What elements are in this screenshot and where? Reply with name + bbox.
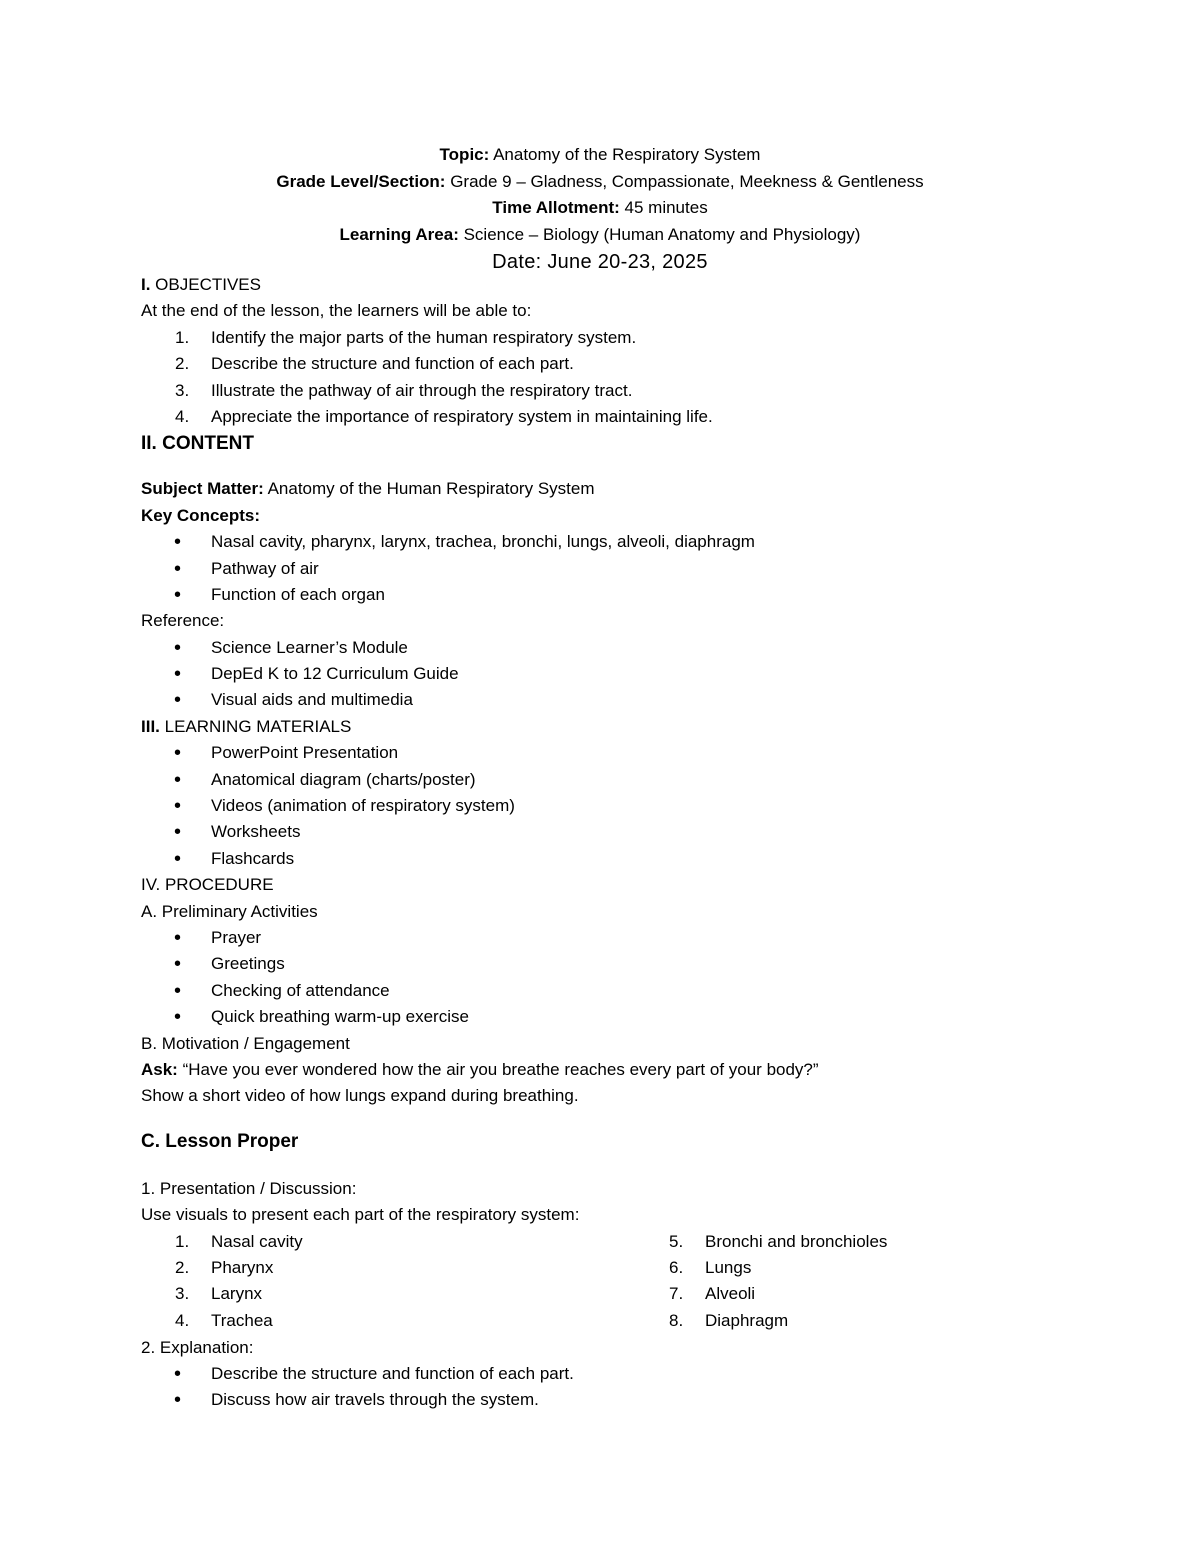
show-video-line: Show a short video of how lungs expand during breathing. [141, 1086, 579, 1106]
spacer [141, 1156, 1101, 1176]
parts-column-right [635, 1229, 1095, 1335]
objective-item: 2. Describe the structure and function of each part. [175, 354, 574, 374]
objective-item: 1. Identify the major parts of the human respiratory system. [175, 327, 637, 347]
material-item: • Flashcards [174, 847, 295, 870]
parts-column-left [141, 1229, 641, 1335]
ask-line: Ask: “Have you ever wondered how the air you breathe reaches every part of your body?” [141, 1059, 819, 1079]
lesson-proper-heading: C. Lesson Proper [141, 1130, 299, 1152]
lesson-body [141, 272, 1101, 1414]
explanation-item: • Describe the structure and function of each part. [174, 1362, 574, 1385]
procedure-heading: IV. PROCEDURE [141, 875, 274, 895]
part-item: 4. Trachea [175, 1310, 273, 1330]
part-item: 7. Alveoli [669, 1284, 756, 1304]
preliminary-item: • Checking of attendance [174, 979, 390, 1002]
key-concepts-label: Key Concepts: [141, 505, 261, 525]
explanation-label: 2. Explanation: [141, 1337, 254, 1357]
material-item: • Worksheets [174, 821, 301, 844]
area-line: Learning Area: Science – Biology (Human Anatomy and Physiology) [339, 224, 861, 244]
spacer [141, 458, 1101, 476]
key-concept-item: • Function of each organ [174, 583, 385, 606]
topic-line: Topic: Anatomy of the Respiratory System [439, 145, 761, 164]
reference-item: • Science Learner’s Module [174, 636, 408, 659]
date-line: Date: June 20-23, 2025 [492, 251, 708, 273]
material-item: • Anatomical diagram (charts/poster) [174, 768, 476, 791]
motivation-label: B. Motivation / Engagement [141, 1033, 350, 1053]
materials-heading: III. LEARNING MATERIALS [141, 716, 352, 736]
part-item: 8. Diaphragm [669, 1310, 789, 1330]
reference-item: • DepEd K to 12 Curriculum Guide [174, 663, 459, 686]
objectives-intro: At the end of the lesson, the learners will be able to: [141, 301, 532, 321]
grade-line: Grade Level/Section: Grade 9 – Gladness, Compassionate, Meekness & Gentleness [276, 171, 924, 191]
preliminary-label: A. Preliminary Activities [141, 901, 318, 921]
part-item: 6. Lungs [669, 1257, 752, 1277]
preliminary-item: • Greetings [174, 953, 285, 976]
presentation-intro: Use visuals to present each part of the respiratory system: [141, 1205, 580, 1225]
subject-matter-line: Subject Matter: Anatomy of the Human Respiratory System [141, 479, 595, 499]
content-heading: II. CONTENT [141, 433, 254, 455]
spacer [141, 1110, 1101, 1128]
reference-item: • Visual aids and multimedia [174, 689, 413, 712]
key-concept-item: • Nasal cavity, pharynx, larynx, trachea, bronchi, lungs, alveoli, diaphragm [174, 531, 755, 554]
material-item: • PowerPoint Presentation [174, 742, 399, 765]
explanation-item: • Discuss how air travels through the system. [174, 1389, 539, 1412]
objective-item: 4. Appreciate the importance of respiratory system in maintaining life. [175, 406, 713, 426]
objective-item: 3. Illustrate the pathway of air through the respiratory tract. [175, 380, 633, 400]
time-line: Time Allotment: 45 minutes [492, 198, 708, 217]
preliminary-item: • Quick breathing warm-up exercise [174, 1006, 469, 1029]
reference-label: Reference: [141, 611, 225, 631]
key-concept-item: • Pathway of air [174, 557, 319, 580]
part-item: 2. Pharynx [175, 1257, 274, 1277]
presentation-label: 1. Presentation / Discussion: [141, 1178, 357, 1198]
material-item: • Videos (animation of respiratory system) [174, 795, 515, 818]
part-item: 3. Larynx [175, 1284, 263, 1304]
part-item: 1. Nasal cavity [175, 1231, 303, 1251]
objectives-heading: I. OBJECTIVES [141, 275, 261, 294]
part-item: 5. Bronchi and bronchioles [669, 1231, 888, 1251]
respiratory-parts-list [141, 1229, 1101, 1335]
preliminary-item: • Prayer [174, 926, 262, 949]
lesson-header [0, 142, 1200, 276]
